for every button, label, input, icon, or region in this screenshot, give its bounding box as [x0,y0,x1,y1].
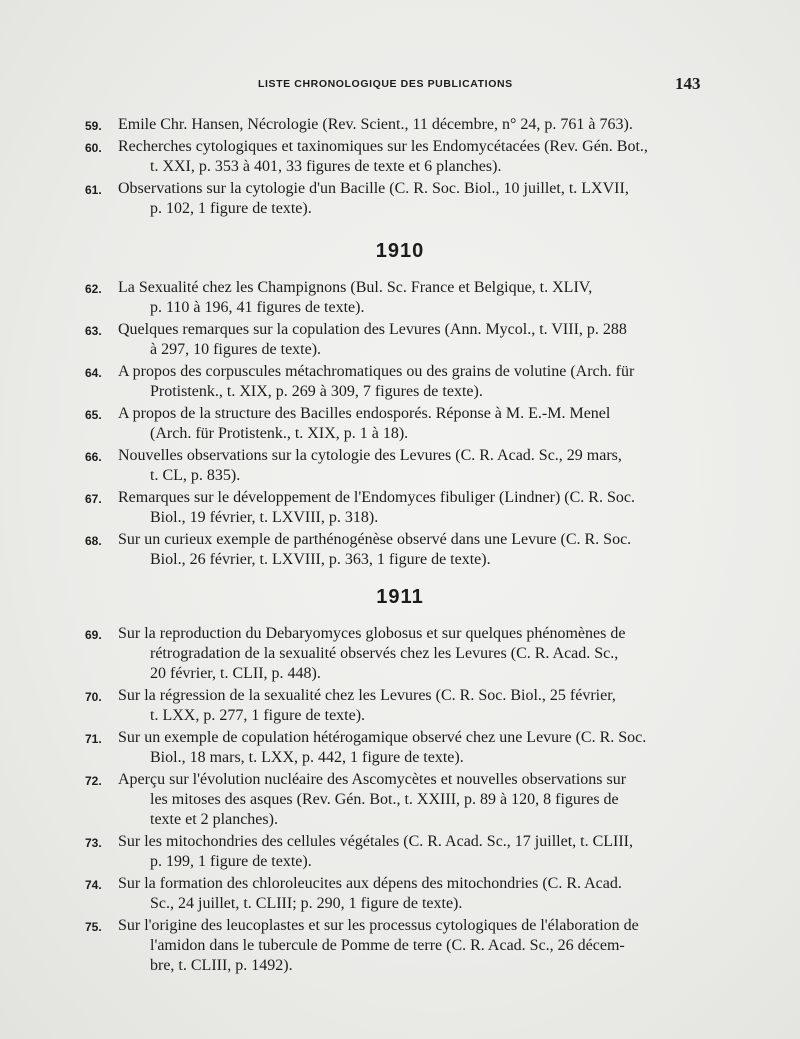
entry-line: l'amidon dans le tubercule de Pomme de terre (C. R. Acad. Sc., 26 décem- [150,937,625,954]
entry-number: 63. [85,324,102,338]
entry-line: bre, t. CLIII, p. 1492). [150,957,293,974]
entry-59 [0,115,800,135]
entry-71 [0,728,800,768]
entry-line: Biol., 26 février, t. LXVIII, p. 363, 1 figure de texte). [150,551,491,568]
entry-line: t. LXX, p. 277, 1 figure de texte). [150,707,366,724]
entry-number: 60. [85,141,102,155]
entry-line: t. CL, p. 835). [150,467,241,484]
entry-line: les mitoses des asques (Rev. Gén. Bot., t. XXIII, p. 89 à 120, 8 figures de [150,791,619,808]
entry-line: Sur la formation des chloroleucites aux dépens des mitochondries (C. R. Acad. [118,875,622,892]
entry-line: Sur la reproduction du Debaryomyces globosus et sur quelques phénomènes de [118,625,626,642]
entry-line: Protistenk., t. XIX, p. 269 à 309, 7 figures de texte). [150,383,483,400]
entry-line: p. 102, 1 figure de texte). [150,200,312,217]
entry-line: A propos de la structure des Bacilles endosporés. Réponse à M. E.-M. Menel [118,405,611,422]
entry-line: Sur les mitochondries des cellules végétales (C. R. Acad. Sc., 17 juillet, t. CLIII, [118,833,634,850]
entry-number: 66. [85,450,102,464]
entry-number: 59. [85,119,102,133]
entry-68 [0,530,800,570]
entry-number: 69. [85,628,102,642]
entry-line: Observations sur la cytologie d'un Bacille (C. R. Soc. Biol., 10 juillet, t. LXVII, [118,180,629,197]
entry-line: Sur l'origine des leucoplastes et sur les processus cytologiques de l'élaboration de [118,917,639,934]
entry-74 [0,874,800,914]
entry-number: 68. [85,534,102,548]
entry-67 [0,488,800,528]
entry-number: 75. [85,920,102,934]
entry-number: 65. [85,408,102,422]
running-title: LISTE CHRONOLOGIQUE DES PUBLICATIONS [258,78,513,90]
entry-line: rétrogradation de la sexualité observés chez les Levures (C. R. Acad. Sc., [150,645,619,662]
year-heading-1911: 1911 [376,586,424,608]
entry-65 [0,404,800,444]
entry-line: t. XXI, p. 353 à 401, 33 figures de texte et 6 planches). [150,158,502,175]
entry-number: 72. [85,774,102,788]
page-number: 143 [675,74,701,93]
entry-number: 62. [85,282,102,296]
entry-number: 71. [85,732,102,746]
entry-61 [0,179,800,219]
entry-62 [0,278,800,318]
entry-number: 67. [85,492,102,506]
entry-line: Remarques sur le développement de l'Endomyces fibuliger (Lindner) (C. R. Soc. [118,489,635,506]
entry-line: Nouvelles observations sur la cytologie des Levures (C. R. Acad. Sc., 29 mars, [118,447,622,464]
entry-line: Sur un curieux exemple de parthénogénèse observé dans une Levure (C. R. Soc. [118,531,632,548]
entry-70 [0,686,800,726]
entry-line: Sur un exemple de copulation hétérogamique observé chez une Levure (C. R. Soc. [118,729,647,746]
entry-number: 61. [85,183,102,197]
entry-60 [0,137,800,177]
entry-73 [0,832,800,872]
entry-line: Emile Chr. Hansen, Nécrologie (Rev. Scient., 11 décembre, n° 24, p. 761 à 763). [118,116,633,133]
entry-64 [0,362,800,402]
entry-line: (Arch. für Protistenk., t. XIX, p. 1 à 18). [150,425,409,442]
entry-66 [0,446,800,486]
entry-line: Recherches cytologiques et taxinomiques sur les Endomycétacées (Rev. Gén. Bot., [118,138,648,155]
entry-line: à 297, 10 figures de texte). [150,341,322,358]
entry-line: p. 110 à 196, 41 figures de texte). [150,299,365,316]
entry-63 [0,320,800,360]
entry-69 [0,624,800,684]
publication-list-1910 [0,278,800,572]
entry-line: texte et 2 planches). [150,811,278,828]
entry-line: Biol., 18 mars, t. LXX, p. 442, 1 figure de texte). [150,749,464,766]
entry-line: 20 février, t. CLII, p. 448). [150,665,321,682]
publication-list-1911 [0,624,800,978]
entry-line: La Sexualité chez les Champignons (Bul. Sc. France et Belgique, t. XLIV, [118,279,593,296]
entry-72 [0,770,800,830]
entry-line: Sc., 24 juillet, t. CLIII; p. 290, 1 figure de texte). [150,895,463,912]
entry-line: p. 199, 1 figure de texte). [150,853,312,870]
entry-number: 74. [85,878,102,892]
entry-line: Biol., 19 février, t. LXVIII, p. 318). [150,509,379,526]
entry-line: Sur la régression de la sexualité chez les Levures (C. R. Soc. Biol., 25 février, [118,687,616,704]
entry-number: 70. [85,690,102,704]
entry-line: Quelques remarques sur la copulation des Levures (Ann. Mycol., t. VIII, p. 288 [118,321,627,338]
entry-number: 64. [85,366,102,380]
entry-75 [0,916,800,976]
publication-list-1909 [0,115,800,221]
entry-line: Aperçu sur l'évolution nucléaire des Ascomycètes et nouvelles observations sur [118,771,627,788]
entry-number: 73. [85,836,102,850]
year-heading-1910: 1910 [375,240,425,262]
entry-line: A propos des corpuscules métachromatiques ou des grains de volutine (Arch. für [118,363,635,380]
